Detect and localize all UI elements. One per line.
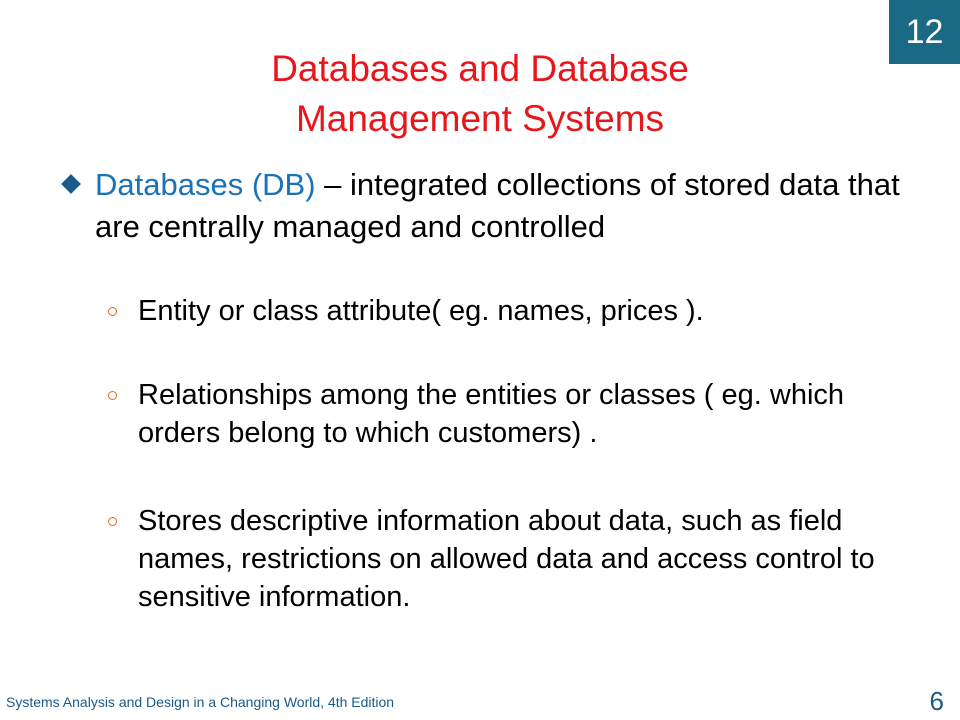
chapter-number: 12	[905, 12, 944, 51]
ring-bullet-icon	[108, 307, 117, 316]
main-bullet	[60, 164, 900, 248]
ring-bullet-icon	[108, 517, 117, 526]
sub-bullet-attributes	[108, 292, 908, 330]
slide-title-line2: Management Systems	[295, 98, 665, 139]
slide-title	[90, 44, 870, 144]
page-number: 6	[929, 686, 944, 716]
bullet-definition: – integrated collections of stored data that are centrally managed and controlled	[95, 167, 900, 244]
sub-bullet-text: Relationships among the entities or classes ( eg. which orders belong to which customers) .	[138, 379, 845, 449]
main-bullet-text	[60, 164, 900, 248]
ring-bullet-icon	[108, 391, 117, 400]
chapter-badge	[889, 0, 960, 64]
sub-bullet-metadata	[108, 502, 908, 616]
bullet-term: Databases (DB)	[95, 167, 316, 202]
sub-bullet-relationships	[108, 376, 908, 452]
slide-footer: Systems Analysis and Design in a Changing World, 4th Edition	[6, 694, 395, 710]
sub-bullet-text: Stores descriptive information about data, such as field names, restrictions on allowed data and access control to sensitive information.	[138, 505, 875, 613]
slide-title-line1: Databases and Database	[271, 48, 689, 89]
sub-bullet-text: Entity or class attribute( eg. names, prices ).	[138, 295, 704, 327]
